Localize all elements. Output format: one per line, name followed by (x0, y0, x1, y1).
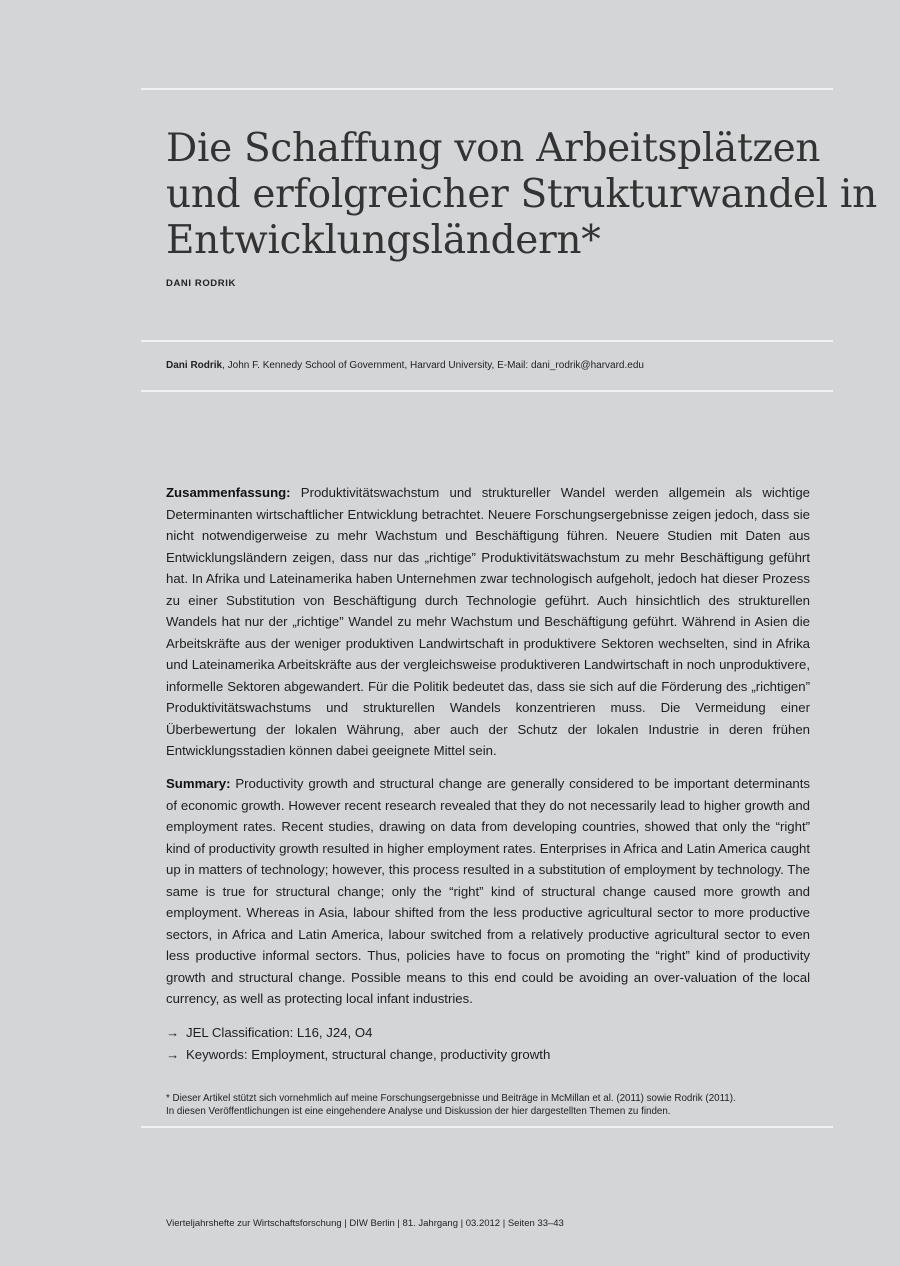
footnote-line-1: * Dieser Artikel stützt sich vornehmlich auf meine Forschungsergebnisse und Beiträge in McMillan et al. (2011) sowie Rodrik (2011). (166, 1093, 736, 1104)
top-rule (141, 88, 833, 90)
summary-text: Productivity growth and structural change are generally considered to be important determinants of economic growth. However recent research revealed that they do not necessarily lead to higher growth and employment rates. Recent studies, drawing on data from developing countries, showed that only the “right” kind of productivity growth resulted in higher employment rates. Enterprises in Africa and Latin America caught up in matters of technology; however, this process resulted in a substitution of employment by technology. The same is true for structural change; only the “right” kind of structural change caused more growth and employment. Whereas in Asia, labour shifted from the less productive agricultural sector to more productive sectors, in Africa and Latin America, labour switched from a relatively productive agricultural sector to even less productive informal sectors. Thus, policies have to focus on promoting the “right” kind of productivity growth and structural change. Possible means to this end could be avoiding an over-valuation of the local currency, as well as protecting local infant industries. (166, 776, 810, 1006)
affiliation-top-rule (141, 340, 833, 342)
affiliation-name: Dani Rodrik (166, 360, 223, 371)
keywords-text: Keywords: Employment, structural change, productivity growth (186, 1047, 551, 1062)
jel-classification-text: JEL Classification: L16, J24, O4 (186, 1025, 373, 1040)
zusammenfassung-text: Produktivitätswachstum und struktureller Wandel werden allgemein als wichtige Determinanten wirtschaftlicher Entwicklung betrachtet. Neuere Forschungsergebnisse zeigen jedoch, dass sie nicht notwendigerweise zu mehr Wachstum und Beschäftigung führen. Neuere Studien mit Daten aus Entwicklungsländern zeigen, dass nur das „richtige” Produktivitätswachstum zu mehr Beschäftigung geführt hat. In Afrika und Lateinamerika haben Unternehmen zwar technologisch aufgeholt, jedoch hat dieser Prozess zu einer Substitution von Beschäftigung durch Technologie geführt. Auch hinsichtlich des strukturellen Wandels hat nur der „richtige” Wandel zu mehr Wachstum und Beschäftigung geführt. Während in Asien die Arbeitskräfte aus der weniger produktiven Landwirtschaft in produktivere Sektoren wechselten, sind in Afrika und Lateinamerika Arbeitskräfte aus der vergleichsweise produktiveren Landwirtschaft in noch unproduktivere, informelle Sektoren abgewandert. Für die Politik bedeutet das, dass sie sich auf die Förderung des „richtigen” Produktivitätswachstums und strukturellen Wandels konzentrieren muss. Die Vermeidung einer Überbewertung der lokalen Währung, aber auch der Schutz der lokalen Industrie in deren frühen Entwicklungsstadien können dabei geeignete Mittel sein. (166, 485, 810, 758)
affiliation-details: , John F. Kennedy School of Government, Harvard University, E-Mail: dani_rodrik@harvard.edu (222, 360, 644, 371)
title-line-3: Entwicklungsländern* (166, 218, 601, 263)
arrow-right-icon: → (166, 1025, 180, 1040)
footnote-bottom-rule (141, 1126, 833, 1128)
summary-paragraph (166, 773, 810, 1010)
footnote (166, 1092, 816, 1118)
summary-label: Summary: (166, 776, 231, 791)
keywords (166, 1047, 550, 1062)
article-title (166, 126, 877, 264)
title-line-2: und erfolgreicher Strukturwandel in (166, 172, 877, 217)
affiliation-bottom-rule (141, 390, 833, 392)
journal-footer: Vierteljahrshefte zur Wirtschaftsforschung | DIW Berlin | 81. Jahrgang | 03.2012 | Seiten 33–43 (166, 1218, 564, 1229)
arrow-right-icon: → (166, 1047, 180, 1062)
zusammenfassung-label: Zusammenfassung: (166, 485, 291, 500)
author-affiliation (166, 360, 644, 371)
jel-classification (166, 1025, 372, 1040)
footnote-line-2: In diesen Veröffentlichungen ist eine eingehendere Analyse und Diskussion der hier dargestellten Themen zu finden. (166, 1106, 671, 1117)
author-name: DANI RODRIK (166, 278, 236, 289)
zusammenfassung-paragraph (166, 482, 810, 762)
title-line-1: Die Schaffung von Arbeitsplätzen (166, 126, 821, 171)
